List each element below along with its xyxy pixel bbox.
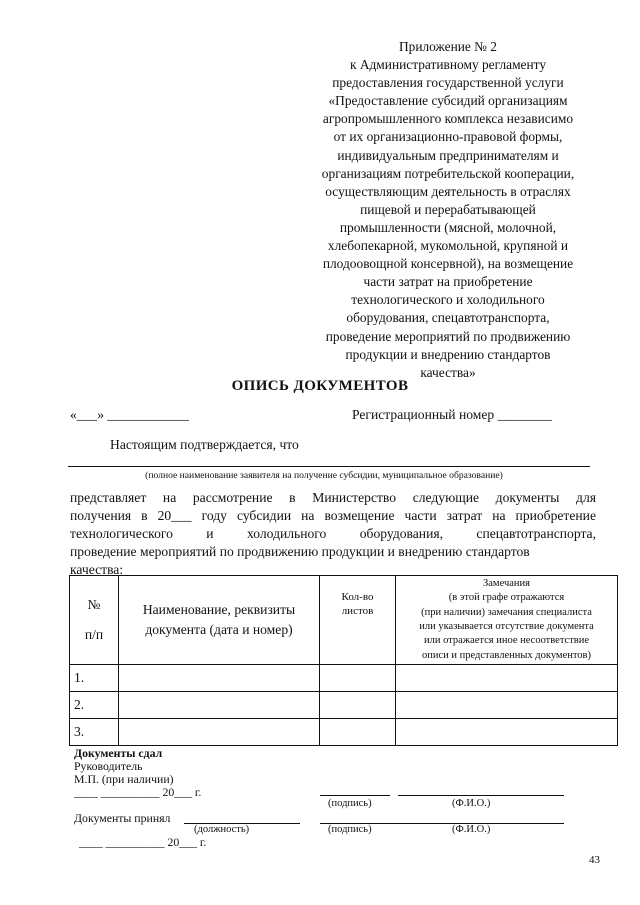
document-title: ОПИСЬ ДОКУМЕНТОВ bbox=[231, 378, 409, 394]
notes-cell[interactable] bbox=[396, 665, 618, 692]
appendix-line: от их организационно-правовой формы, bbox=[333, 129, 563, 145]
notes-cell[interactable] bbox=[396, 719, 618, 746]
appendix-line: проведение мероприятий по продвижению bbox=[325, 328, 571, 344]
sheet-count-cell[interactable] bbox=[320, 665, 396, 692]
accepted-label: Документы принял bbox=[74, 811, 171, 825]
appendix-line: агропромышленного комплекса независимо bbox=[322, 111, 574, 127]
appendix-line: предоставления государственной услуги bbox=[332, 75, 564, 91]
table-header-row bbox=[70, 576, 618, 665]
row-number: 1. bbox=[70, 665, 119, 692]
submitted-label: Документы сдал bbox=[74, 746, 163, 760]
document-name-cell[interactable] bbox=[119, 692, 320, 719]
date-line[interactable]: ____ __________ 20___ г. bbox=[74, 785, 202, 799]
appendix-line: плодоовощной консервной), на возмещение bbox=[322, 256, 574, 272]
body-line: технологического и холодильного оборудования, спецавтотранспорта, bbox=[70, 526, 596, 541]
row-number: 3. bbox=[70, 719, 119, 746]
header-sheet-count bbox=[320, 576, 396, 665]
appendix-line: организациям потребительской кооперации, bbox=[321, 165, 575, 181]
header-number-bottom: п/п bbox=[84, 627, 104, 642]
body-line: качества: bbox=[70, 562, 124, 577]
head-label: Руководитель bbox=[74, 759, 143, 773]
position-caption: (должность) bbox=[194, 824, 250, 835]
submitter-fio-line[interactable] bbox=[398, 795, 564, 796]
fio-caption: (Ф.И.О.) bbox=[452, 798, 491, 809]
header-name-line: Наименование, реквизиты bbox=[142, 602, 296, 617]
stamp-label: М.П. (при наличии) bbox=[74, 772, 174, 786]
page-number: 43 bbox=[589, 854, 600, 866]
appendix-line: продукции и внедрению стандартов bbox=[345, 346, 551, 362]
applicant-name-line[interactable] bbox=[68, 466, 590, 467]
appendix-line: индивидуальным предпринимателям и bbox=[337, 147, 559, 163]
appendix-line: к Административному регламенту bbox=[349, 57, 547, 73]
header-document-name bbox=[119, 576, 320, 665]
appendix-line: технологического и холодильного bbox=[351, 292, 545, 308]
header-name-line: документа (дата и номер) bbox=[145, 622, 293, 637]
table-row bbox=[70, 665, 618, 692]
appendix-line: части затрат на приобретение bbox=[363, 274, 533, 290]
header-notes-line: или отражается иное несоответствие bbox=[423, 635, 590, 647]
appendix-line: «Предоставление субсидий организациям bbox=[328, 93, 568, 109]
header-notes-line: (при наличии) замечания специалиста bbox=[421, 606, 592, 618]
header-count-line: Кол-во bbox=[341, 591, 374, 603]
documents-table bbox=[69, 575, 618, 746]
row-number: 2. bbox=[70, 692, 119, 719]
sheet-count-cell[interactable] bbox=[320, 719, 396, 746]
appendix-line: промышленности (мясной, молочной, bbox=[339, 219, 557, 235]
header-notes-line: описи и представленных документов) bbox=[421, 649, 592, 661]
sheet-count-cell[interactable] bbox=[320, 692, 396, 719]
header-notes-line: (в этой графе отражаются bbox=[448, 592, 565, 604]
body-line: проведение мероприятий по продвижению продукции и внедрению стандартов bbox=[70, 544, 530, 559]
appendix-line: хлебопекарной, мукомольной, крупяной и bbox=[327, 238, 569, 254]
appendix-line: Приложение № 2 bbox=[398, 39, 498, 54]
registration-number-field[interactable]: Регистрационный номер ________ bbox=[352, 407, 552, 422]
signature-caption: (подпись) bbox=[328, 824, 372, 835]
body-paragraph bbox=[70, 489, 596, 579]
submitter-signature-line[interactable] bbox=[320, 795, 390, 796]
document-name-cell[interactable] bbox=[119, 665, 320, 692]
date-line[interactable]: ____ __________ 20___ г. bbox=[79, 835, 207, 849]
signature-caption: (подпись) bbox=[328, 798, 372, 809]
body-line: представляет на рассмотрение в Министерство следующие документы для bbox=[70, 490, 596, 505]
notes-cell[interactable] bbox=[396, 692, 618, 719]
header-number-top: № bbox=[87, 597, 101, 612]
header-notes-line: или указывается отсутствие документа bbox=[419, 621, 594, 632]
document-name-cell[interactable] bbox=[119, 719, 320, 746]
header-notes bbox=[396, 576, 618, 665]
header-notes-line: Замечания bbox=[483, 577, 530, 589]
appendix-header bbox=[298, 38, 598, 382]
appendix-line: качества» bbox=[420, 364, 476, 380]
appendix-line: оборудования, спецавтотранспорта, bbox=[346, 310, 550, 326]
signatures-block bbox=[74, 747, 201, 799]
confirm-text: Настоящим подтверждается, что bbox=[110, 437, 299, 452]
appendix-line: осуществляющим деятельность в отраслях bbox=[325, 183, 571, 199]
fio-caption: (Ф.И.О.) bbox=[452, 824, 491, 835]
header-number bbox=[70, 576, 119, 665]
table-row bbox=[70, 692, 618, 719]
header-count-line: листов bbox=[341, 605, 374, 617]
date-field[interactable]: «___» ____________ bbox=[70, 407, 189, 422]
body-line: получения в 20___ году субсидии на возмещение части затрат на приобретение bbox=[70, 508, 596, 523]
table-row bbox=[70, 719, 618, 746]
applicant-caption: (полное наименование заявителя на получение субсидии, муниципальное образование) bbox=[145, 470, 503, 481]
appendix-line: пищевой и перерабатывающей bbox=[360, 201, 536, 217]
